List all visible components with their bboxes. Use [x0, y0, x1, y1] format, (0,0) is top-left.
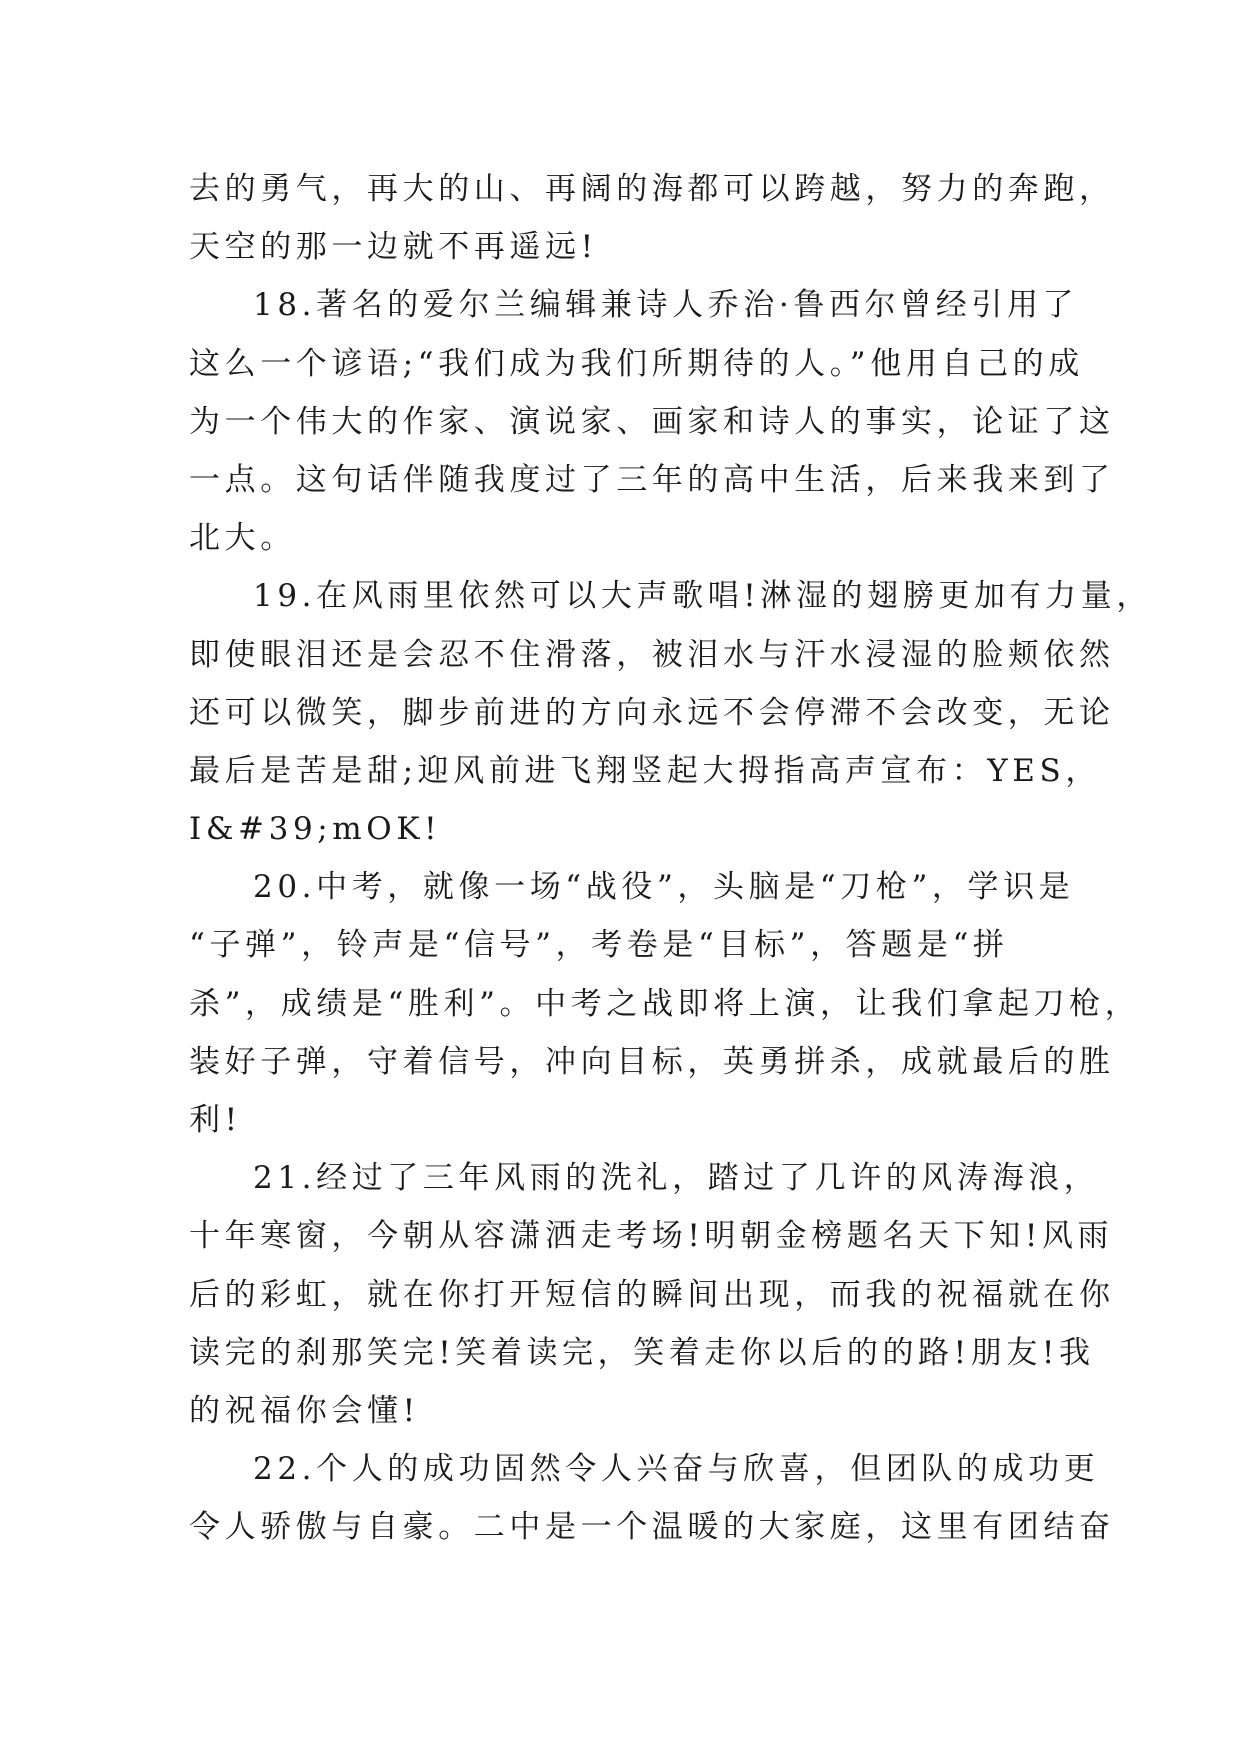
text-line: 的祝福你会懂!	[189, 1392, 420, 1429]
text-line: I&#39;mOK!	[189, 811, 442, 848]
text-line: 十年寒窗，今朝从容潇洒走考场!明朝金榜题名天下知!风雨	[189, 1218, 1114, 1255]
text-line: 北大。	[189, 520, 296, 557]
text-line: 去的勇气，再大的山、再阔的海都可以跨越，努力的奔跑，	[189, 171, 1115, 207]
text-line: 读完的刹那笑完!笑着读完，笑着走你以后的的路!朋友!我	[189, 1334, 1095, 1371]
paragraph-start-22: 22.个人的成功固然令人兴奋与欣喜，但团队的成功更	[253, 1451, 1100, 1488]
paragraph-start-19: 19.在风雨里依然可以大声歌唱!淋湿的翅膀更加有力量，	[253, 578, 1152, 615]
paragraph-start-21: 21.经过了三年风雨的洗礼，踏过了几许的风涛海浪，	[253, 1160, 1100, 1197]
text-line: 一点。这句话伴随我度过了三年的高中生活，后来我来到了	[189, 461, 1115, 498]
text-line: 即使眼泪还是会忍不住滑落，被泪水与汗水浸湿的脸颊依然	[189, 636, 1115, 673]
text-line: 利!	[189, 1102, 242, 1138]
text-line: 天空的那一边就不再遥远!	[189, 229, 598, 266]
text-line: 装好子弹，守着信号，冲向目标，英勇拼杀，成就最后的胜	[189, 1043, 1115, 1080]
text-line: 这么一个谚语;“我们成为我们所期待的人。”他用自己的成	[189, 345, 1084, 382]
text-line: 为一个伟大的作家、演说家、画家和诗人的事实，论证了这	[189, 403, 1115, 440]
text-line: 令人骄傲与自豪。二中是一个温暖的大家庭，这里有团结奋	[189, 1509, 1115, 1546]
text-line: 还可以微笑，脚步前进的方向永远不会停滞不会改变，无论	[189, 694, 1115, 731]
paragraph-start-20: 20.中考，就像一场“战役”，头脑是“刀枪”，学识是	[253, 869, 1075, 906]
text-line: “子弹”，铃声是“信号”，考卷是“目标”，答题是“拼	[189, 927, 1009, 964]
text-line: 杀”，成绩是“胜利”。中考之战即将上演，让我们拿起刀枪，	[189, 985, 1141, 1022]
text-line: 后的彩虹，就在你打开短信的瞬间出现，而我的祝福就在你	[189, 1276, 1115, 1313]
document-body	[189, 160, 1152, 1557]
paragraph-start-18: 18.著名的爱尔兰编辑兼诗人乔治·鲁西尔曾经引用了	[253, 287, 1079, 324]
text-line: 最后是苦是甜;迎风前进飞翔竖起大拇指高声宣布：YES，	[189, 752, 1101, 789]
